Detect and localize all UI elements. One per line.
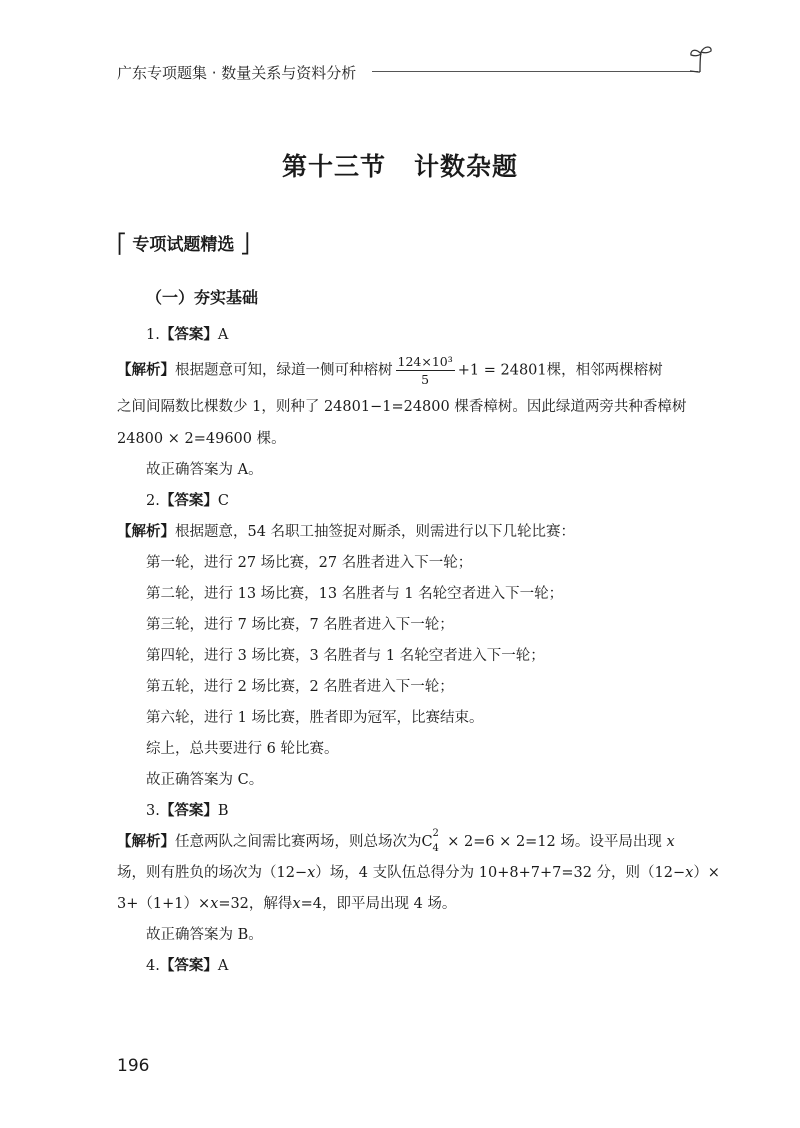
analysis-text: × 2=6 × 2=12 场。设平局出现 [442,834,662,850]
combination [421,828,443,854]
answer-bracket-close: 】 [203,327,218,343]
group-title: （一）夯实基础 [146,288,259,307]
analysis-label: 【解析】 [117,524,175,540]
subhead [117,230,250,255]
analysis-line-3c [117,892,456,913]
subhead-text: 专项试题精选 [132,235,235,255]
answer-bracket-open: 【 [159,327,175,343]
variable-x: x [307,865,316,881]
answer-label: 答案 [174,493,204,509]
analysis-line-1c: 24800 × 2=49600 棵。 [117,431,286,447]
answer-bracket-open: 【 [159,493,175,509]
round-line: 第二轮，进行 13 场比赛，13 名胜者与 1 名轮空者进入下一轮； [146,586,564,602]
analysis-text: 根据题意可知，绿道一侧可种榕树 [175,362,393,379]
subhead-bracket-close: ⎦ [240,233,250,255]
analysis-label: 【解析】 [117,834,175,850]
round-line: 第三轮，进行 7 场比赛，7 名胜者进入下一轮； [146,617,454,633]
fraction-denominator: 5 [421,372,430,387]
answer-bracket-close: 】 [203,803,218,819]
conclusion-2: 故正确答案为 C。 [146,772,264,788]
answer-label: 答案 [174,327,204,343]
answer-bracket-open: 【 [159,958,175,974]
answer-line-2 [146,489,229,510]
analysis-label: 【解析】 [117,362,175,379]
analysis-text: +1 = 24801棵，相邻两棵榕树 [457,362,663,379]
analysis-line-1a [117,354,663,387]
header-rule [372,71,698,72]
answer-value: B [217,803,229,819]
answer-line-4 [146,954,228,975]
round-line: 第一轮，进行 27 场比赛，27 名胜者进入下一轮； [146,555,473,571]
answer-line-3 [146,799,229,820]
analysis-text: 根据题意，54 名职工抽签捉对厮杀，则需进行以下几轮比赛： [175,524,576,540]
item-number: 4. [146,958,160,974]
subhead-bracket-open: ⎡ [117,233,127,255]
analysis-line-2 [117,520,575,541]
section-number: 第十三节 [281,152,386,181]
running-header: 广东专项题集 · 数量关系与资料分析 [117,64,357,82]
analysis-text: 任意两队之间需比赛两场，则总场次为 [175,834,422,850]
round-line: 第四轮，进行 3 场比赛，3 名胜者与 1 名轮空者进入下一轮； [146,648,545,664]
variable-x: x [292,896,301,912]
answer-label: 答案 [174,958,204,974]
round-line: 第六轮，进行 1 场比赛，胜者即为冠军，比赛结束。 [146,710,484,726]
analysis-line-3b [117,861,720,882]
variable-x: x [685,865,694,881]
item-number: 1. [146,327,160,343]
analysis-line-1b: 之间间隔数比棵数少 1，则种了 24801−1=24800 棵香樟树。因此绿道两旁共种香樟树 [117,399,687,415]
answer-line-1 [146,323,228,344]
answer-label: 答案 [174,803,204,819]
variable-x: x [210,896,219,912]
answer-bracket-close: 】 [203,958,218,974]
fraction [396,354,455,387]
combination-sub: 4 [432,843,439,854]
conclusion-1: 故正确答案为 A。 [146,462,263,478]
section-name: 计数杂题 [414,152,519,181]
analysis-text: 场，则有胜负的场次为（12− [117,865,308,881]
page-number: 196 [117,1056,150,1076]
analysis-text: ）× [693,865,720,881]
combination-sup: 2 [432,828,439,839]
conclusion-3: 故正确答案为 B。 [146,927,263,943]
answer-value: C [217,493,229,509]
item-number: 2. [146,493,160,509]
answer-bracket-close: 】 [203,493,218,509]
fraction-numerator: 124×10³ [397,354,453,369]
variable-x: x [666,834,675,850]
answer-value: A [217,958,229,974]
analysis-text: 3+（1+1）× [117,896,211,912]
section-title [0,147,800,183]
analysis-text: ）场，4 支队伍总得分为 10+8+7+7=32 分，则（12− [315,865,686,881]
analysis-text: =32，解得 [218,896,293,912]
analysis-text: =4，即平局出现 4 场。 [300,896,457,912]
summary-2: 综上，总共要进行 6 轮比赛。 [146,741,339,757]
round-line: 第五轮，进行 2 场比赛，2 名胜者进入下一轮； [146,679,454,695]
sprout-icon [688,44,714,74]
item-number: 3. [146,803,160,819]
answer-value: A [217,327,229,343]
combination-base: C [421,834,433,850]
answer-bracket-open: 【 [159,803,175,819]
analysis-line-3a [117,828,675,854]
